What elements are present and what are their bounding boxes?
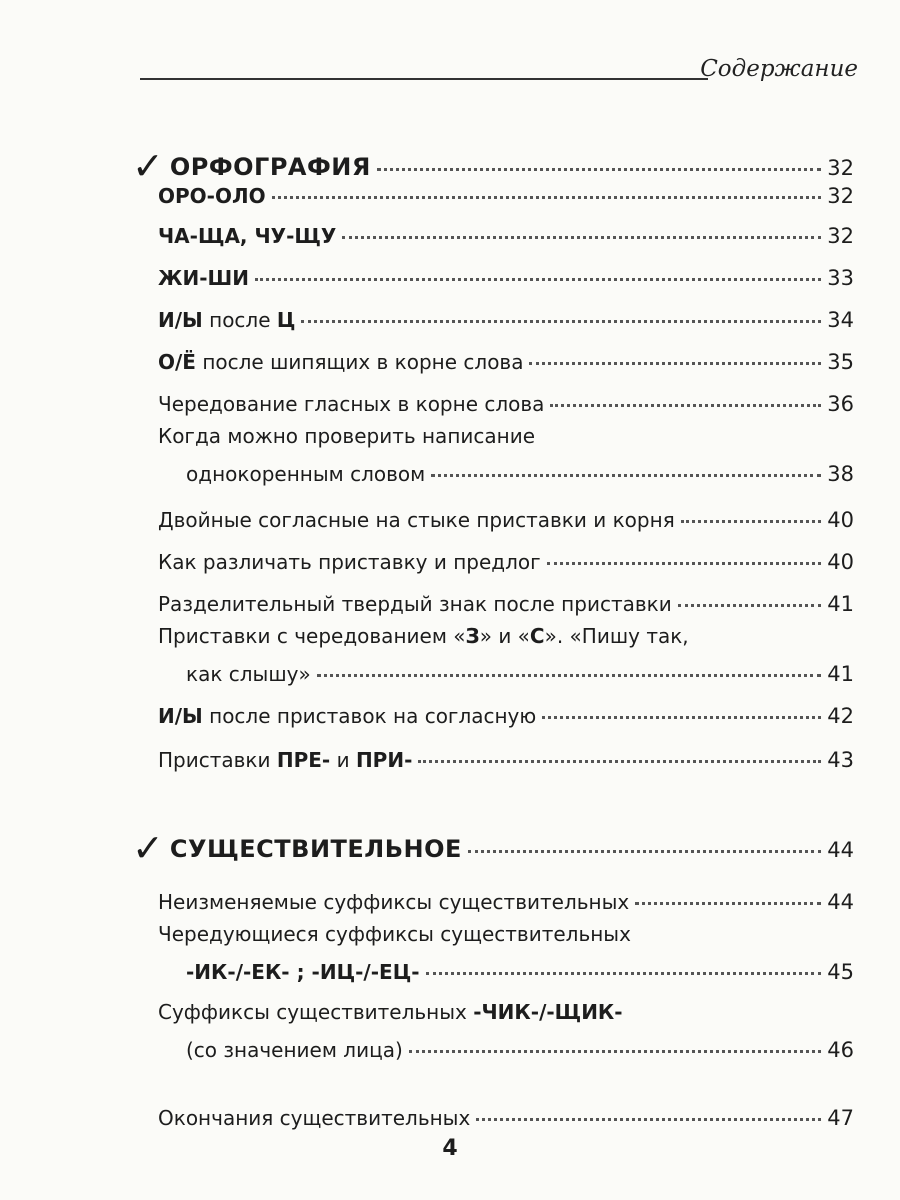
toc-entry-title [158,550,541,574]
toc-entry-page-number: 38 [827,462,854,486]
dot-leader [476,1118,821,1121]
toc-entry-page-number: 41 [827,662,854,686]
toc-text-fragment: С [529,624,545,648]
toc-entry-first-line [158,624,689,648]
dot-leader [681,520,822,523]
toc-text-fragment: ЖИ-ШИ [158,266,249,290]
toc-entry-title [158,184,266,208]
toc-entry [0,508,854,532]
toc-text-fragment: после приставок на согласную [202,704,537,728]
toc-entry [0,662,854,686]
toc-text-fragment: Двойные согласные на стыке приставки и корня [158,508,675,532]
toc-text-fragment: Чередование гласных в корне слова [158,392,545,416]
dot-leader [342,236,821,239]
dot-leader [418,760,821,763]
toc-text-fragment: после [202,308,277,332]
dot-leader [409,1050,822,1053]
toc-entry-page-number: 40 [827,508,854,532]
toc-text-fragment: ЧА-ЩА, ЧУ-ЩУ [158,224,337,248]
toc-entry-title [158,592,672,616]
toc-entry [0,266,854,290]
toc-text-fragment: Приставки [158,748,277,772]
toc-entry-page-number: 35 [827,350,854,374]
toc-entry [0,184,854,208]
toc-entry-page-number: 32 [827,224,854,248]
toc-entry [0,1106,854,1130]
toc-text-fragment: -ЧИК-/-ЩИК- [473,1000,623,1024]
toc-text-fragment: как слышу» [186,662,311,686]
toc-entry-title [158,748,412,772]
toc-text-fragment: И/Ы [158,308,203,332]
toc-entry-title [158,890,629,914]
section-title: СУЩЕСТВИТЕЛЬНОЕ [169,835,462,863]
toc-entry-first-line: Чередующиеся суффиксы существительных [158,922,631,946]
dot-leader [317,674,822,677]
toc-entry [0,890,854,914]
toc-entry-first-line [158,1000,623,1024]
header-rule [140,78,708,80]
toc-entry-title [158,704,536,728]
toc-entry-page-number: 41 [827,592,854,616]
dot-leader [272,196,822,199]
header-title: Содержание [700,56,858,82]
toc-text-fragment: Суффиксы существительных [158,1000,474,1024]
dot-leader [547,562,822,565]
toc-section-heading [0,140,854,188]
toc-entry-page-number: 32 [827,184,854,208]
toc-entry-title [158,508,675,532]
toc-entry-title [158,392,544,416]
toc-entry-page-number: 33 [827,266,854,290]
toc-text-fragment: О/Ё [158,350,196,374]
toc-entry-page-number: 40 [827,550,854,574]
toc-section-heading [0,822,854,870]
toc-text-fragment: Разделительный твердый знак после приставки [158,592,672,616]
toc-entry [0,592,854,616]
toc-entry-title [158,1106,470,1130]
toc-text-fragment: И/Ы [158,704,203,728]
toc-entry-title [158,266,249,290]
dot-leader [529,362,821,365]
toc-text-fragment: З [465,624,480,648]
toc-text-fragment: -ИК-/-ЕК- ; -ИЦ-/-ЕЦ- [186,960,420,984]
toc-entry [0,550,854,574]
toc-text-fragment: Неизменяемые суффиксы существительных [158,890,630,914]
toc-entry [0,704,854,728]
toc-text-fragment: Приставки с чередованием « [158,624,466,648]
section-page-number: 32 [827,156,854,180]
toc-text-fragment: » и « [479,624,530,648]
toc-entry-title [158,224,336,248]
toc-text-fragment: Ц [276,308,296,332]
toc-text-fragment: ПРЕ- [276,748,331,772]
toc-entry-title [158,350,523,374]
toc-entry-page-number: 42 [827,704,854,728]
dot-leader [426,972,822,975]
checkmark-icon: ✓ [132,826,164,870]
dot-leader [635,902,821,905]
toc-entry [0,224,854,248]
toc-text-fragment: Окончания существительных [158,1106,471,1130]
dot-leader [301,320,821,323]
toc-text-fragment: после шипящих в корне слова [195,350,524,374]
dot-leader [255,278,821,281]
toc-entry-title [186,1038,403,1062]
dot-leader [377,168,821,171]
toc-entry-page-number: 34 [827,308,854,332]
toc-entry-page-number: 43 [827,748,854,772]
toc-entry [0,392,854,416]
toc-entry [0,960,854,984]
toc-text-fragment: и [330,748,356,772]
section-title: ОРФОГРАФИЯ [169,153,371,181]
toc-entry-title [158,308,295,332]
checkmark-icon: ✓ [132,144,164,188]
toc-entry-first-line: Когда можно проверить написание [158,424,536,448]
toc-entry [0,748,854,772]
toc-entry-title [186,662,311,686]
toc-entry-title [186,960,420,984]
section-page-number: 44 [827,838,854,862]
toc-text-fragment: (со значением лица) [186,1038,403,1062]
toc-entry-page-number: 44 [827,890,854,914]
page-number: 4 [442,1136,458,1161]
toc-text-fragment: ОРО-ОЛО [158,184,266,208]
toc-entry-title [186,462,425,486]
toc-entry-page-number: 46 [827,1038,854,1062]
dot-leader [542,716,821,719]
toc-text-fragment: однокоренным словом [186,462,426,486]
dot-leader [431,474,821,477]
dot-leader [550,404,821,407]
toc-text-fragment: Как различать приставку и предлог [158,550,541,574]
toc-entry-page-number: 36 [827,392,854,416]
toc-entry [0,308,854,332]
toc-entry [0,462,854,486]
toc-text-fragment: ПРИ- [355,748,413,772]
toc-entry-page-number: 47 [827,1106,854,1130]
toc-entry-page-number: 45 [827,960,854,984]
toc-entry [0,350,854,374]
dot-leader [468,850,821,853]
toc-entry [0,1038,854,1062]
dot-leader [678,604,822,607]
toc-text-fragment: ». «Пишу так, [544,624,689,648]
